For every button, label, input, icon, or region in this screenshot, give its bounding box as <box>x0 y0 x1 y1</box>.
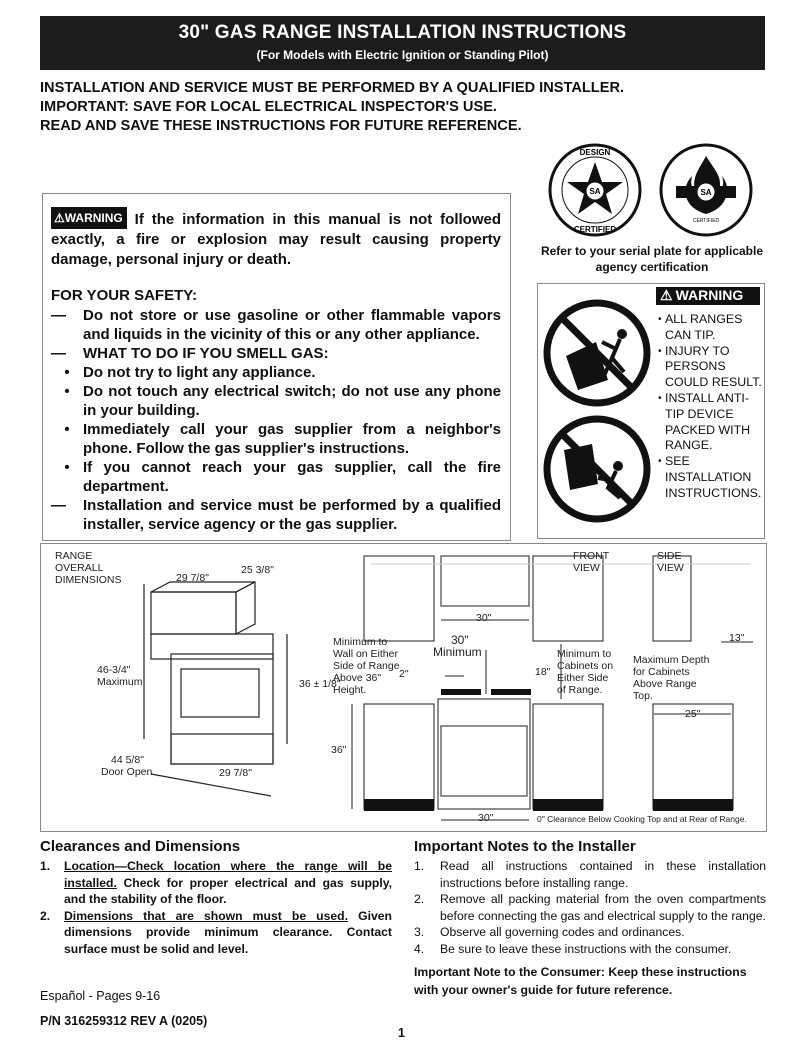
safety-item: — WHAT TO DO IF YOU SMELL GAS: <box>51 345 329 362</box>
document-subtitle: (For Models with Electric Ignition or Standing Pilot) <box>256 48 549 62</box>
headline: READ AND SAVE THESE INSTRUCTIONS FOR FUTURE REFERENCE. <box>40 118 522 134</box>
list-item: 3. Observe all governing codes and ordinances. <box>414 925 685 939</box>
range-tipping-prohibited-icon <box>542 298 652 408</box>
svg-text:SA: SA <box>589 187 601 196</box>
child-on-door-prohibited-icon <box>542 414 652 524</box>
safety-warning-box <box>42 193 511 541</box>
clearances-heading: Clearances and Dimensions <box>40 838 241 855</box>
svg-text:CERTIFIED: CERTIFIED <box>573 225 617 234</box>
safety-item: • Do not touch any electrical switch; do not use any phone in your building. <box>64 383 501 419</box>
warning-label: ⚠WARNING <box>51 207 127 229</box>
side-view-label: SIDE VIEW <box>657 550 684 574</box>
dim-height-max-note: Maximum <box>97 676 143 688</box>
warning-intro: ⚠WARNING If the information in this manual is not followed exactly, a fire or explosion may result causing property damage, personal injury or death. <box>51 207 501 270</box>
dim-wall-2: 2" <box>399 668 409 680</box>
headline: INSTALLATION AND SERVICE MUST BE PERFORMED BY A QUALIFIED INSTALLER. <box>40 80 625 96</box>
dim-width-bottom: 29 7/8" <box>219 767 252 779</box>
safety-instructions <box>51 286 501 534</box>
anti-tip-warning-box <box>537 283 765 539</box>
clearance-note: 0" Clearance Below Cooking Top and at Rear of Range. <box>537 814 747 824</box>
safety-title: FOR YOUR SAFETY: <box>51 287 198 304</box>
front-view-label: FRONT VIEW <box>573 550 609 574</box>
safety-item: • Do not try to light any appliance. <box>64 364 316 381</box>
part-number: P/N 316259312 REV A (0205) <box>40 1014 208 1028</box>
tip-warning-list <box>658 312 762 502</box>
dim-width-top: 29 7/8" <box>176 572 209 584</box>
list-item: • ALL RANGES CAN TIP. <box>658 312 743 342</box>
dimensions-diagram <box>40 543 767 832</box>
dim-cabinet-width: 30" <box>476 612 492 624</box>
svg-text:DESIGN: DESIGN <box>579 148 611 157</box>
dim-door-open: 44 5/8" <box>111 754 144 766</box>
design-certified-seal-icon <box>547 142 643 238</box>
important-headlines <box>40 79 780 136</box>
range-title: RANGE OVERALL DIMENSIONS <box>55 550 122 586</box>
dim-bottom-30: 30" <box>478 812 494 824</box>
list-item: 1. Read all instructions contained in these installation instructions before installing range. <box>414 859 766 890</box>
document-title: 30" GAS RANGE INSTALLATION INSTRUCTIONS <box>178 22 627 43</box>
warning-triangle-icon: ⚠ <box>54 211 65 225</box>
headline: IMPORTANT: SAVE FOR LOCAL ELECTRICAL INSPECTOR'S USE. <box>40 99 497 115</box>
installer-list <box>414 858 766 999</box>
gas-certified-seal-icon <box>658 142 754 238</box>
tip-warning-label: ⚠ WARNING <box>656 287 760 305</box>
list-item: • INJURY TO PERSONS COULD RESULT. <box>658 343 762 390</box>
list-item: 4. Be sure to leave these instructions with the consumer. <box>414 941 732 956</box>
dim-min-30: 30" <box>451 633 469 647</box>
svg-text:CERTIFIED: CERTIFIED <box>692 218 720 224</box>
list-item: 2. Dimensions that are shown must be used. Given dimensions provide minimum clearance. Contact surface must be solid and level. <box>40 908 392 956</box>
dim-min-30-note: Minimum <box>433 645 482 659</box>
installer-heading: Important Notes to the Installer <box>414 838 636 855</box>
certification-note: Refer to your serial plate for applicable agency certification <box>540 244 764 274</box>
safety-item: • Immediately call your gas supplier from a neighbor's phone. Follow the gas supplier's instructions. <box>64 421 501 457</box>
list-item: • INSTALL ANTI-TIP DEVICE PACKED WITH RANGE. <box>658 390 751 453</box>
dim-cooktop-height: 36 ± 1/8" <box>299 678 341 690</box>
safety-item: — Installation and service must be performed by a qualified installer, service agency or the gas supplier. <box>51 497 501 533</box>
wall-clearance-note: Minimum to Wall on Either Side of Range Above 36" Height. <box>333 636 400 696</box>
cabinet-depth-note: Maximum Depth for Cabinets Above Range Top. <box>633 654 710 702</box>
dim-side-13: 13" <box>729 632 745 644</box>
dim-height-36: 36" <box>331 744 347 756</box>
clearances-list <box>40 858 392 957</box>
list-item: 1. Location—Check location where the range will be installed. Check for proper electrical and gas supply, and the stability of the floor. <box>40 859 392 906</box>
cabinet-clearance-note: Minimum to Cabinets on Either Side of Range. <box>557 648 614 696</box>
svg-text:SA: SA <box>700 188 712 197</box>
warning-triangle-icon: ⚠ <box>660 287 673 303</box>
dim-height-max: 46-3/4" <box>97 664 131 676</box>
safety-item: • If you cannot reach your gas supplier, call the fire department. <box>64 459 501 495</box>
dim-depth-top: 25 3/8" <box>241 564 274 576</box>
consumer-note: Important Note to the Consumer: Keep these instructions with your owner's guide for future reference. <box>414 965 747 997</box>
safety-item: — Do not store or use gasoline or other flammable vapors and liquids in the vicinity of this or any other appliance. <box>51 307 501 343</box>
list-item: • SEE INSTALLATION INSTRUCTIONS. <box>658 454 762 500</box>
dim-cab-18: 18" <box>535 666 551 678</box>
dim-door-open-note: Door Open <box>101 766 153 778</box>
list-item: 2. Remove all packing material from the oven compartments before connecting the gas and electrical supply to the range. <box>414 892 766 923</box>
title-bar <box>40 16 765 70</box>
dim-side-25: 25" <box>685 708 701 720</box>
spanish-pages-note: Español - Pages 9-16 <box>40 989 161 1003</box>
page-number: 1 <box>398 1026 405 1040</box>
